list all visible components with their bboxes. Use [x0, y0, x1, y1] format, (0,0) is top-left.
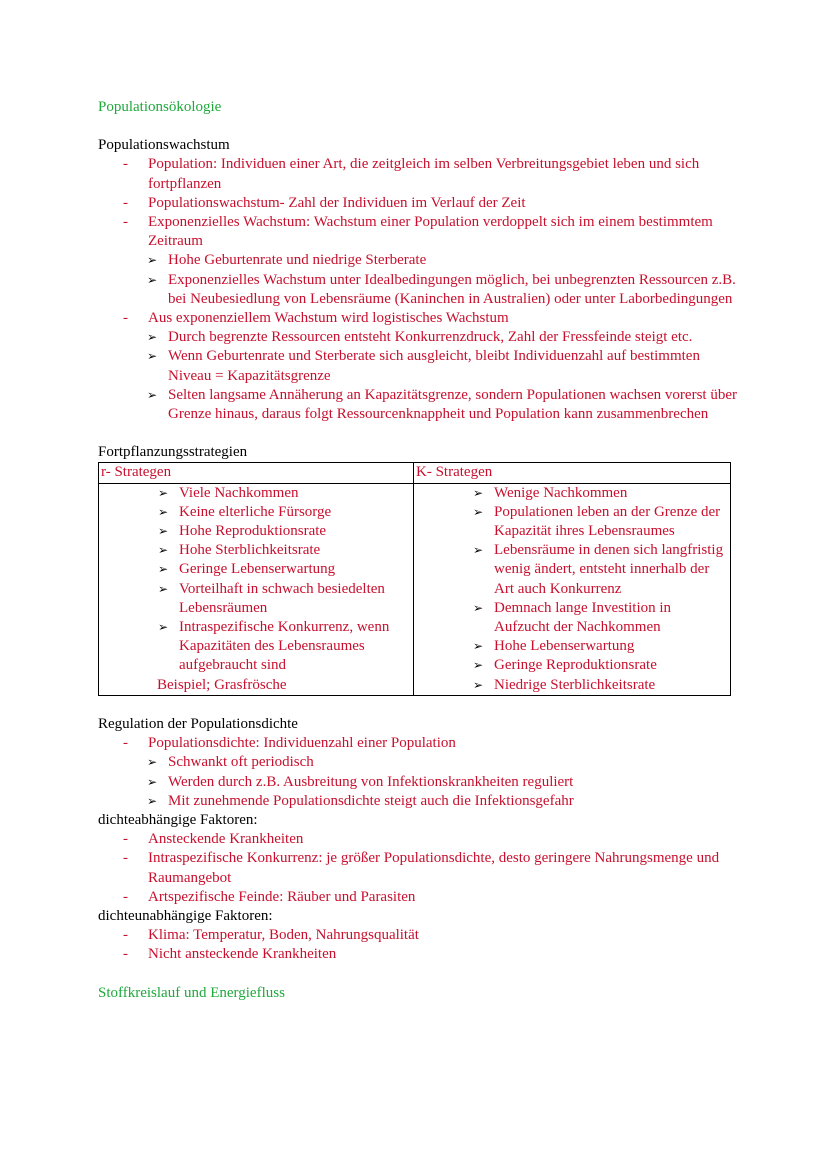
strategies-table	[98, 462, 731, 695]
wachstum-list	[98, 155, 738, 424]
list-item: - Ansteckende Krankheiten	[148, 830, 738, 849]
table-cell-r	[99, 483, 414, 695]
table-header-r: r- Strategen	[99, 463, 414, 483]
list-item: - Nicht ansteckende Krankheiten	[148, 945, 738, 964]
r-strategen-list	[101, 484, 411, 676]
k-strategen-list	[416, 484, 728, 695]
sub-list	[148, 328, 738, 424]
section-title-stoffkreislauf: Stoffkreislauf und Energiefluss	[98, 984, 285, 1001]
list-item: - Artspezifische Feinde: Räuber und Parasiten	[148, 888, 738, 907]
list-item: ➢ Hohe Lebenserwartung	[494, 637, 728, 656]
dichteunabhaengig-list	[98, 926, 738, 964]
sub-list-item: ➢ Hohe Geburtenrate und niedrige Sterberate	[168, 251, 738, 270]
list-item: ➢ Keine elterliche Fürsorge	[179, 503, 411, 522]
list-item: ➢ Wenige Nachkommen	[494, 484, 728, 503]
table-cell-k	[414, 483, 731, 695]
sub-list-item: ➢ Werden durch z.B. Ausbreitung von Infektionskrankheiten reguliert	[168, 773, 738, 792]
subsection-heading: Populationswachstum	[98, 137, 230, 154]
subsection-heading: Fortpflanzungsstrategien	[98, 444, 248, 461]
subsection-heading: Regulation der Populationsdichte	[98, 715, 298, 732]
sub-list-item: ➢ Durch begrenzte Ressourcen entsteht Konkurrenzdruck, Zahl der Fressfeinde steigt etc.	[168, 328, 738, 347]
list-item: ➢ Lebensräume in denen sich langfristig wenig ändert, entsteht innerhalb der Art auch Konkurrenz	[494, 541, 728, 599]
list-item: - Klima: Temperatur, Boden, Nahrungsqualität	[148, 926, 738, 945]
list-item: - Population: Individuen einer Art, die zeitgleich im selben Verbreitungsgebiet leben und sich fortpflanzen	[148, 155, 738, 193]
dichteabhaengig-list	[98, 830, 738, 907]
list-item: ➢ Vorteilhaft in schwach besiedelten Lebensräumen	[179, 580, 411, 618]
list-item: - Intraspezifische Konkurrenz: je größer Populationsdichte, desto geringere Nahrungsmenge und Raumangebot	[148, 849, 738, 887]
list-item: - Exponenzielles Wachstum: Wachstum einer Population verdoppelt sich im einem bestimmtem Zeitraum ➢ Hohe Geburtenrate und niedrige Sterberate ➢ Exponenzielles Wachstum unter Idealbedingungen möglich, bei unbegrenzten Ressourcen z.B. bei Neubesiedlung von Lebensräume (Kaninchen in Australien) oder unter Laborbedingungen	[148, 213, 738, 309]
list-item: ➢ Populationen leben an der Grenze der Kapazität ihres Lebensraumes	[494, 503, 728, 541]
sub-list-item: ➢ Schwankt oft periodisch	[168, 753, 738, 772]
r-example: Beispiel; Grasfrösche	[157, 676, 287, 693]
table-header-k: K- Strategen	[414, 463, 731, 483]
list-item: ➢ Niedrige Sterblichkeitsrate	[494, 676, 728, 695]
sub-list-item: ➢ Exponenzielles Wachstum unter Idealbedingungen möglich, bei unbegrenzten Ressourcen z.B. bei Neubesiedlung von Lebensräume (Kaninchen in Australien) oder unter Laborbedingungen	[168, 271, 738, 309]
sub-list-item: ➢ Wenn Geburtenrate und Sterberate sich ausgleicht, bleibt Individuenzahl auf bestimmten Niveau = Kapazitätsgrenze	[168, 347, 738, 385]
list-item: - Populationswachstum- Zahl der Individuen im Verlauf der Zeit	[148, 194, 738, 213]
section-title-populationsoekologie: Populationsökologie	[98, 99, 222, 115]
section-regulation	[98, 715, 738, 965]
list-item: ➢ Hohe Reproduktionsrate	[179, 522, 411, 541]
document-page	[98, 98, 738, 1003]
section-populationswachstum	[98, 136, 738, 424]
list-item: ➢ Hohe Sterblichkeitsrate	[179, 541, 411, 560]
subsection-heading: dichteabhängige Faktoren:	[98, 811, 258, 828]
list-item: ➢ Viele Nachkommen	[179, 484, 411, 503]
sub-list	[148, 753, 738, 811]
sub-list-item: ➢ Selten langsame Annäherung an Kapazitätsgrenze, sondern Populationen wachsen vorerst über Grenze hinaus, daraus folgt Ressourcenknappheit und Population kann zusammenbrechen	[168, 386, 738, 424]
list-item: ➢ Geringe Lebenserwartung	[179, 560, 411, 579]
list-item: - Aus exponenziellem Wachstum wird logistisches Wachstum ➢ Durch begrenzte Ressourcen entsteht Konkurrenzdruck, Zahl der Fressfeinde steigt etc. ➢ Wenn Geburtenrate und Sterberate sich ausgleicht, bleibt Individuenzahl auf bestimmten Niveau = Kapazitätsgrenze ➢ Selten langsame Annäherung an Kapazitätsgrenze, sondern Populationen wachsen vorerst über Grenze hinaus, daraus folgt Ressourcenknappheit und Population kann zusammenbrechen	[148, 309, 738, 424]
sub-list-item: ➢ Mit zunehmende Populationsdichte steigt auch die Infektionsgefahr	[168, 792, 738, 811]
list-item: - Populationsdichte: Individuenzahl einer Population ➢ Schwankt oft periodisch ➢ Werden durch z.B. Ausbreitung von Infektionskrankheiten reguliert ➢ Mit zunehmende Populationsdichte steigt auch die Infektionsgefahr	[148, 734, 738, 811]
sub-list	[148, 251, 738, 309]
list-item: ➢ Intraspezifische Konkurrenz, wenn Kapazitäten des Lebensraumes aufgebraucht sind	[179, 618, 411, 676]
regulation-list	[98, 734, 738, 811]
section-fortpflanzungsstrategien	[98, 443, 738, 696]
list-item: ➢ Demnach lange Investition in Aufzucht der Nachkommen	[494, 599, 728, 637]
list-item: ➢ Geringe Reproduktionsrate	[494, 656, 728, 675]
subsection-heading: dichteunabhängige Faktoren:	[98, 907, 273, 924]
